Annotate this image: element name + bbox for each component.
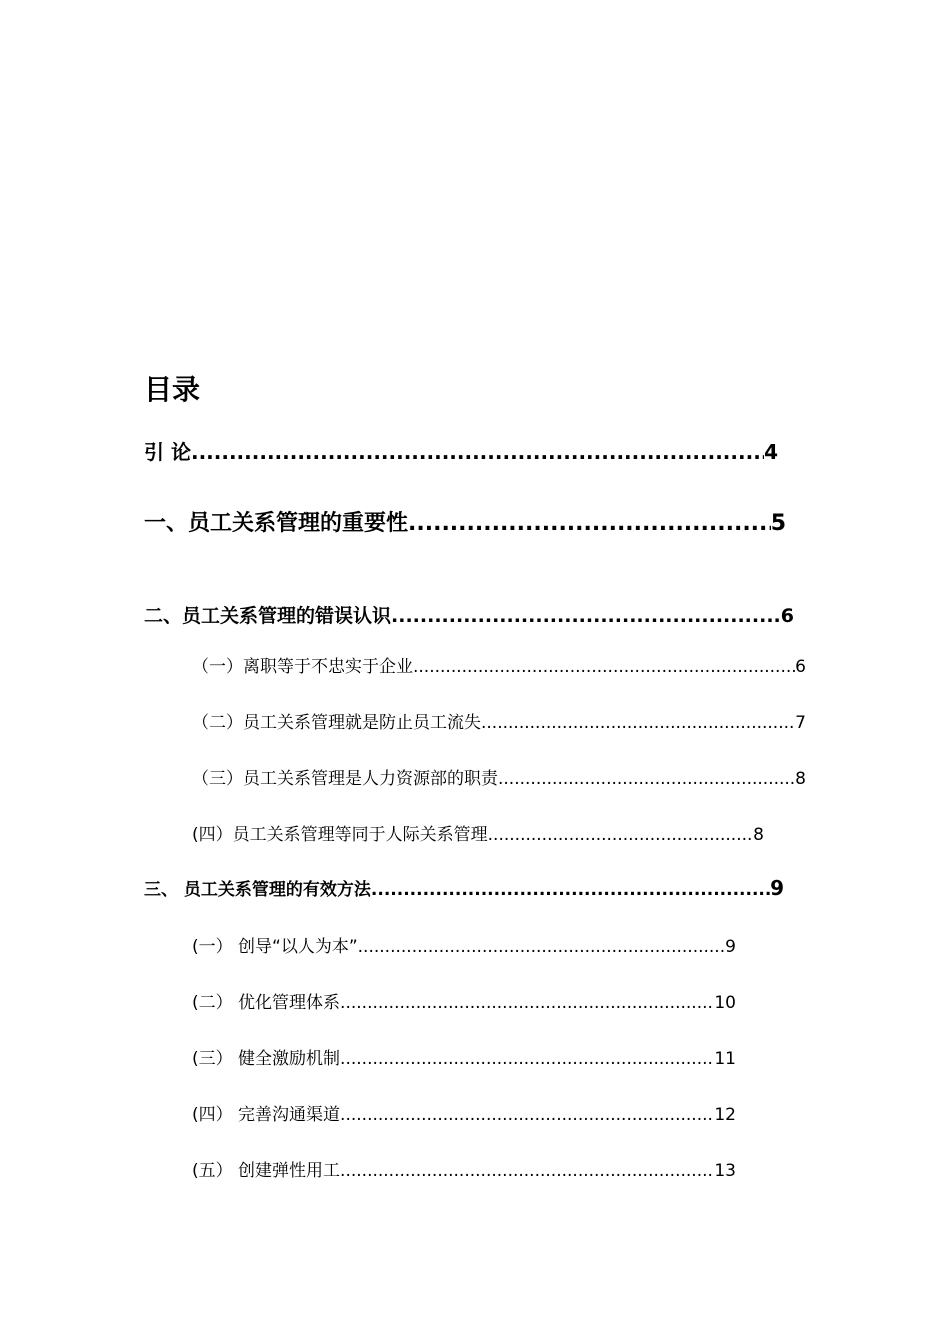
toc-entry-label: 三、 员工关系管理的有效方法 — [144, 880, 371, 900]
toc-entry-page: 10 — [714, 993, 736, 1013]
toc-entry-chapter-2[interactable] — [144, 601, 794, 628]
toc-entry-page: 11 — [714, 1049, 736, 1069]
toc-entry-page: 4 — [764, 440, 778, 464]
toc-entry-page: 8 — [795, 769, 806, 789]
toc-entry-section-3-2[interactable] — [192, 988, 736, 1013]
toc-entry-page: 5 — [770, 511, 786, 536]
toc-entry-section-2-1[interactable] — [192, 652, 806, 677]
dot-leader — [481, 713, 795, 733]
toc-entry-label: (五） 创建弹性用工 — [192, 1161, 341, 1181]
toc-entry-label: （三）员工关系管理是人力资源部的职责 — [192, 769, 498, 789]
toc-entry-chapter-3[interactable] — [144, 875, 784, 900]
dot-leader — [340, 993, 714, 1013]
dot-leader — [488, 825, 754, 845]
toc-entry-section-2-4[interactable] — [192, 820, 764, 845]
dot-leader — [408, 511, 771, 536]
toc-entry-label: (二） 优化管理体系 — [192, 993, 341, 1013]
toc-entry-section-3-4[interactable] — [192, 1100, 736, 1125]
dot-leader — [498, 769, 795, 789]
toc-title: 目录 — [144, 373, 201, 406]
toc-entry-label: 引 论 — [144, 440, 191, 464]
toc-entry-page: 8 — [753, 825, 764, 845]
toc-entry-label: (三） 健全激励机制 — [192, 1049, 341, 1069]
toc-entry-label: 一、员工关系管理的重要性 — [144, 511, 409, 536]
dot-leader — [358, 937, 726, 957]
toc-entry-label: (一） 创导“以人为本” — [192, 937, 358, 957]
toc-entry-page: 6 — [780, 605, 794, 627]
toc-entry-section-2-2[interactable] — [192, 708, 806, 733]
toc-entry-page: 6 — [795, 657, 806, 677]
dot-leader — [340, 1161, 714, 1181]
toc-entry-page: 13 — [714, 1161, 736, 1181]
toc-entry-label: （一）离职等于不忠实于企业 — [192, 657, 413, 677]
toc-entry-section-3-3[interactable] — [192, 1044, 736, 1069]
dot-leader — [413, 657, 795, 677]
toc-entry-page: 7 — [795, 713, 806, 733]
toc-entry-intro[interactable] — [144, 436, 778, 465]
toc-entry-label: 二、员工关系管理的错误认识 — [144, 605, 392, 627]
dot-leader — [371, 880, 770, 900]
toc-entry-label: (四）员工关系管理等同于人际关系管理 — [192, 825, 488, 845]
dot-leader — [340, 1105, 714, 1125]
dot-leader — [191, 440, 764, 464]
toc-entry-page: 12 — [714, 1105, 736, 1125]
toc-entry-page: 9 — [725, 937, 736, 957]
dot-leader — [391, 605, 781, 627]
dot-leader — [340, 1049, 714, 1069]
toc-entry-section-3-1[interactable] — [192, 932, 736, 957]
toc-entry-chapter-1[interactable] — [144, 506, 786, 537]
toc-entry-label: （二）员工关系管理就是防止员工流失 — [192, 713, 481, 733]
toc-entry-page: 9 — [770, 876, 784, 900]
toc-entry-section-2-3[interactable] — [192, 764, 806, 789]
toc-entry-section-3-5[interactable] — [192, 1156, 736, 1181]
toc-entry-label: (四） 完善沟通渠道 — [192, 1105, 341, 1125]
